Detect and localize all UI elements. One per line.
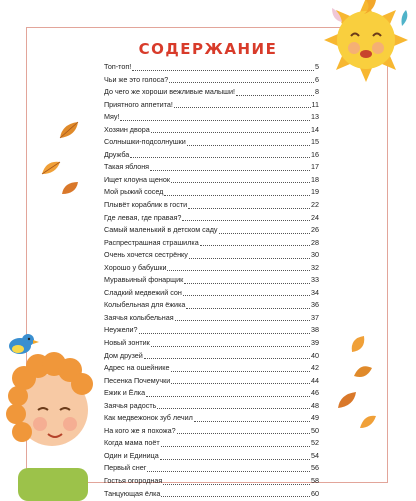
- toc-entry-title: Такая яблоня: [104, 162, 150, 172]
- toc-entry: [104, 74, 319, 87]
- toc-leader-dots: [167, 269, 310, 271]
- toc-entry-title: Солнышки-подсолнушки: [104, 137, 186, 147]
- toc-entry-page: 52: [311, 438, 319, 448]
- toc-entry: [104, 350, 319, 363]
- toc-entry: [104, 262, 319, 275]
- toc-entry: [104, 99, 319, 112]
- toc-leader-dots: [184, 282, 310, 284]
- toc-entry-page: 28: [311, 237, 319, 247]
- toc-entry: [104, 400, 319, 413]
- autumn-leaf-icon: [40, 158, 62, 176]
- toc-leader-dots: [151, 131, 310, 133]
- toc-entry-page: 17: [311, 162, 319, 172]
- toc-entry: [104, 463, 319, 476]
- toc-leader-dots: [187, 144, 310, 146]
- toc-entry-title: Мяу!: [104, 112, 120, 122]
- toc-entry-title: Первый снег: [104, 463, 147, 473]
- toc-entry-title: Танцующая ёлка: [104, 488, 161, 498]
- toc-leader-dots: [177, 432, 310, 434]
- toc-entry: [104, 425, 319, 438]
- toc-leader-dots: [236, 94, 314, 96]
- toc-entry-title: Как медвежонок зуб лечил: [104, 413, 193, 423]
- toc-entry-title: Песенка Почемучки: [104, 375, 171, 385]
- toc-leader-dots: [164, 194, 310, 196]
- toc-entry: [104, 337, 319, 350]
- toc-entry-page: 39: [311, 338, 319, 348]
- toc-entry-title: Гостья огородная: [104, 476, 163, 486]
- toc-entry-page: 26: [311, 225, 319, 235]
- toc-entry-page: 11: [311, 99, 319, 109]
- toc-entry-page: 15: [311, 137, 319, 147]
- toc-entry-title: Плывёт кораблик в гости: [104, 200, 188, 209]
- toc-leader-dots: [160, 458, 310, 460]
- toc-entry-title: Адрес на ошейнике: [104, 363, 170, 373]
- toc-entry: [104, 111, 319, 124]
- toc-entry-page: 40: [311, 350, 319, 360]
- toc-entry-title: Где левая, где правая?: [104, 212, 182, 222]
- toc-entry-page: 8: [315, 87, 319, 97]
- toc-entry-title: Муравьиный фонарщик: [104, 275, 184, 285]
- autumn-leaf-icon: [60, 180, 80, 196]
- toc-leader-dots: [150, 169, 310, 171]
- toc-entry-page: 38: [311, 325, 319, 335]
- toc-entry-title: Заячья колыбельная: [104, 312, 174, 322]
- toc-entry-page: 50: [311, 425, 319, 435]
- toc-leader-dots: [161, 445, 310, 447]
- toc-entry: [104, 224, 319, 237]
- toc-entry: [104, 161, 319, 174]
- toc-entry-page: 56: [311, 463, 319, 473]
- toc-entry-page: 58: [311, 476, 319, 486]
- toc-entry: [104, 186, 319, 199]
- toc-leader-dots: [175, 319, 310, 321]
- toc-leader-dots: [194, 420, 310, 422]
- toc-entry-page: 60: [311, 488, 319, 498]
- toc-leader-dots: [139, 332, 310, 334]
- toc-entry-page: 6: [315, 74, 319, 84]
- toc-entry-title: До чего же хороши вежливые малыши!: [104, 87, 235, 97]
- toc-leader-dots: [132, 69, 314, 71]
- toc-entry: [104, 199, 319, 212]
- toc-entry-page: 14: [311, 124, 319, 134]
- toc-entry: [104, 212, 319, 225]
- toc-entry-page: 49: [311, 413, 319, 423]
- toc-entry: [104, 237, 319, 250]
- toc-leader-dots: [188, 207, 310, 209]
- toc-entry: [104, 86, 319, 99]
- toc-leader-dots: [174, 106, 311, 108]
- toc-entry: [104, 136, 319, 149]
- toc-leader-dots: [130, 156, 310, 158]
- autumn-leaf-icon: [352, 362, 374, 380]
- toc-entry-page: 42: [311, 363, 319, 373]
- toc-leader-dots: [189, 257, 310, 259]
- toc-entry: [104, 124, 319, 137]
- toc-leader-dots: [183, 294, 310, 296]
- toc-entry-page: 24: [311, 212, 319, 222]
- toc-entry: [104, 387, 319, 400]
- toc-leader-dots: [171, 370, 310, 372]
- toc-entry-title: Хорошо у бабушки: [104, 262, 167, 272]
- toc-entry-page: 44: [311, 375, 319, 385]
- toc-entry: [104, 362, 319, 375]
- toc-entry: [104, 287, 319, 300]
- toc-entry: [104, 312, 319, 325]
- toc-leader-dots: [151, 345, 310, 347]
- toc-leader-dots: [171, 382, 310, 384]
- toc-entry-title: Ежик и Ёлка: [104, 388, 146, 398]
- toc-entry-title: Новый зонтик: [104, 338, 150, 348]
- table-of-contents: [104, 61, 319, 500]
- toc-entry-title: Ищет клоуна щенок: [104, 174, 170, 184]
- toc-entry: [104, 174, 319, 187]
- toc-entry-page: 37: [311, 312, 319, 322]
- toc-leader-dots: [219, 232, 310, 234]
- toc-entry: [104, 274, 319, 287]
- toc-leader-dots: [182, 219, 310, 221]
- toc-entry: [104, 375, 319, 388]
- toc-entry: [104, 299, 319, 312]
- bird-icon: [9, 334, 39, 354]
- toc-entry-page: 19: [311, 187, 319, 197]
- toc-entry-title: Колыбельная для ёжика: [104, 300, 186, 310]
- sun-illustration: [318, 0, 416, 86]
- autumn-leaf-icon: [348, 334, 368, 354]
- child-illustration: [0, 318, 100, 501]
- toc-entry-page: 33: [311, 275, 319, 285]
- toc-entry-title: Неужели?: [104, 325, 138, 335]
- toc-entry: [104, 488, 319, 501]
- toc-entry-page: 32: [311, 262, 319, 272]
- toc-entry: [104, 475, 319, 488]
- toc-entry: [104, 324, 319, 337]
- toc-entry-page: 13: [311, 112, 319, 122]
- toc-leader-dots: [171, 181, 310, 183]
- toc-leader-dots: [163, 483, 310, 485]
- toc-entry-title: Сладкий медвежий сон: [104, 287, 182, 297]
- toc-entry-title: Хозяин двора: [104, 124, 150, 134]
- page-title: СОДЕРЖАНИЕ: [138, 40, 278, 58]
- toc-leader-dots: [186, 307, 310, 309]
- toc-entry-title: Дом друзей: [104, 350, 143, 360]
- toc-leader-dots: [120, 119, 310, 121]
- toc-entry-title: Один и Единица: [104, 450, 159, 460]
- toc-entry-page: 22: [311, 200, 319, 209]
- toc-entry-page: 30: [311, 250, 319, 260]
- autumn-leaf-icon: [336, 390, 358, 410]
- toc-entry-page: 36: [311, 300, 319, 310]
- toc-entry-title: На кого же я похожа?: [104, 425, 176, 435]
- autumn-leaf-icon: [58, 120, 80, 140]
- toc-entry-title: Самый маленький в детском саду: [104, 225, 218, 235]
- toc-entry-page: 18: [311, 174, 319, 184]
- toc-leader-dots: [147, 470, 310, 472]
- toc-entry-title: Чьи же это голоса?: [104, 74, 169, 84]
- toc-entry-title: Заячья радость: [104, 400, 157, 410]
- toc-leader-dots: [200, 244, 310, 246]
- toc-entry-title: Приятного аппетита!: [104, 99, 173, 109]
- toc-leader-dots: [169, 81, 314, 83]
- toc-entry-page: 16: [311, 149, 319, 159]
- toc-leader-dots: [146, 395, 310, 397]
- toc-leader-dots: [144, 357, 310, 359]
- toc-entry-page: 46: [311, 388, 319, 398]
- toc-entry-title: Очень хочется сестрёнку: [104, 250, 188, 260]
- toc-leader-dots: [161, 495, 310, 497]
- toc-entry: [104, 412, 319, 425]
- toc-entry-title: Когда мама поёт: [104, 438, 160, 448]
- toc-entry-page: 54: [311, 450, 319, 460]
- toc-entry-title: Дружба: [104, 149, 130, 159]
- toc-entry-page: 5: [315, 61, 319, 71]
- toc-entry: [104, 249, 319, 262]
- toc-entry: [104, 61, 319, 74]
- autumn-leaf-icon: [358, 412, 378, 430]
- toc-leader-dots: [157, 407, 310, 409]
- toc-entry-page: 34: [311, 287, 319, 297]
- toc-entry-title: Мой рыжий сосед: [104, 187, 164, 197]
- toc-entry-page: 48: [311, 400, 319, 410]
- toc-entry: [104, 450, 319, 463]
- toc-entry: [104, 437, 319, 450]
- toc-entry-title: Распрестрашная страшилка: [104, 237, 199, 247]
- toc-entry: [104, 149, 319, 162]
- toc-entry-title: Топ-топ!: [104, 61, 132, 71]
